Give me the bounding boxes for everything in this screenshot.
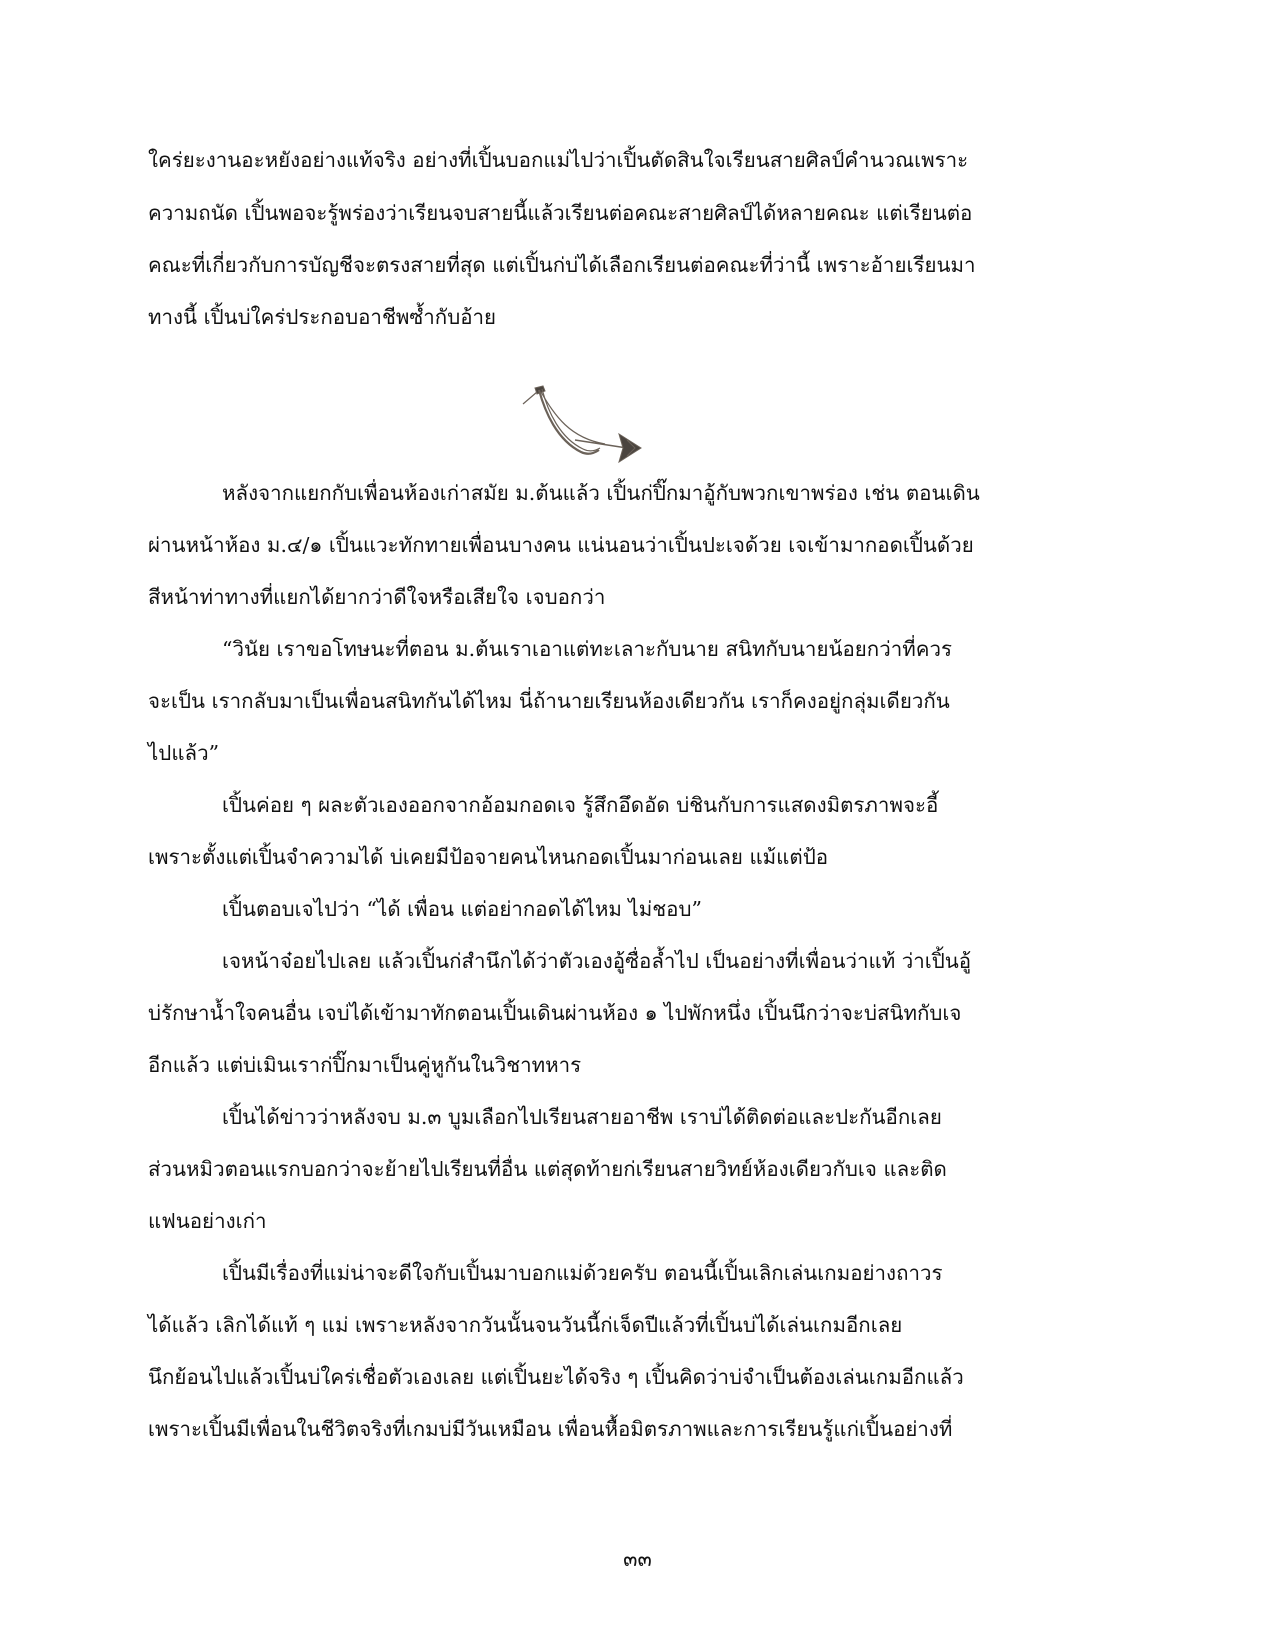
paragraph-8-line-2: ได้แล้ว เลิกได้แท้ ๆ แม่ เพราะหลังจากวันนั้นจนวันนี้ก่เจ็ดปีแล้วที่เปิ้นบ่ได้เล่นเกมอีกเลย xyxy=(148,1313,903,1337)
paragraph-3-line-3: ไปแล้ว” xyxy=(148,741,220,765)
bow-and-arrow-drawing xyxy=(523,386,641,462)
paragraph-2-line-1: หลังจากแยกกับเพื่อนห้องเก่าสมัย ม.ต้นแล้ว เปิ้นก่ปิ๊กมาอู้กับพวกเขาพร่อง เช่น ตอนเดิน xyxy=(222,481,980,505)
paragraph-4-line-2: เพราะตั้งแต่เปิ้นจำความได้ บ่เคยมีป้อจายคนไหนกอดเปิ้นมาก่อนเลย แม้แต่ป้อ xyxy=(148,845,829,869)
paragraph-1-line-4: ทางนี้ เปิ้นบ่ใคร่ประกอบอาชีพซ้ำกับอ้าย xyxy=(148,305,497,329)
paragraph-3-line-2: จะเป็น เรากลับมาเป็นเพื่อนสนิทกันได้ไหม นี่ถ้านายเรียนห้องเดียวกัน เราก็คงอยู่กลุ่มเดียวกัน xyxy=(148,689,950,713)
paragraph-1-line-2: ความถนัด เปิ้นพอจะรู้พร่องว่าเรียนจบสายนี้แล้วเรียนต่อคณะสายศิลป์ได้หลายคณะ แต่เรียนต่อ xyxy=(148,201,973,225)
bow-and-arrow-icon xyxy=(515,382,645,474)
paragraph-5-line-1: เปิ้นตอบเจไปว่า “ได้ เพื่อน แต่อย่ากอดได้ไหม ไม่ชอบ” xyxy=(222,897,702,921)
paragraph-6-line-1: เจหน้าจ๋อยไปเลย แล้วเปิ้นก่สำนึกได้ว่าตัวเองอู้ซื่อล้ำไป เป็นอย่างที่เพื่อนว่าแท้ ว่าเปิ้นอู้ xyxy=(222,949,972,973)
paragraph-3-line-1: “วินัย เราขอโทษนะที่ตอน ม.ต้นเราเอาแต่ทะเลาะกับนาย สนิทกับนายน้อยกว่าที่ควร xyxy=(222,637,952,661)
paragraph-7-line-2: ส่วนหมิวตอนแรกบอกว่าจะย้ายไปเรียนที่อื่น แต่สุดท้ายก่เรียนสายวิทย์ห้องเดียวกับเจ และติด xyxy=(148,1157,947,1181)
paragraph-6-line-3: อีกแล้ว แต่บ่เมินเราก่ปิ๊กมาเป็นคู่หูกันในวิชาทหาร xyxy=(148,1053,582,1077)
paragraph-2-line-3: สีหน้าท่าทางที่แยกได้ยากว่าดีใจหรือเสียใจ เจบอกว่า xyxy=(148,585,606,609)
page-number: ๓๓ xyxy=(623,1547,652,1571)
paragraph-7-line-3: แฟนอย่างเก่า xyxy=(148,1209,267,1233)
paragraph-1-line-1: ใคร่ยะงานอะหยังอย่างแท้จริง อย่างที่เปิ้นบอกแม่ไปว่าเปิ้นตัดสินใจเรียนสายศิลป์คำนวณเพราะ xyxy=(148,148,969,172)
paragraph-8-line-3: นึกย้อนไปแล้วเปิ้นบ่ใคร่เชื่อตัวเองเลย แต่เปิ้นยะได้จริง ๆ เปิ้นคิดว่าบ่จำเป็นต้องเล่นเกมอีกแล้ว xyxy=(148,1365,964,1389)
paragraph-8-line-1: เปิ้นมีเรื่องที่แม่น่าจะดีใจกับเปิ้นมาบอกแม่ด้วยครับ ตอนนี้เปิ้นเลิกเล่นเกมอย่างถาวร xyxy=(222,1261,943,1285)
paragraph-2-line-2: ผ่านหน้าห้อง ม.๔/๑ เปิ้นแวะทักทายเพื่อนบางคน แน่นอนว่าเปิ้นปะเจด้วย เจเข้ามากอดเปิ้นด้วย xyxy=(148,533,974,557)
paragraph-8-line-4: เพราะเปิ้นมีเพื่อนในชีวิตจริงที่เกมบ่มีวันเหมือน เพื่อนหื้อมิตรภาพและการเรียนรู้แก่เปิ้นอย่างที่ xyxy=(148,1417,953,1441)
paragraph-6-line-2: บ่รักษาน้ำใจคนอื่น เจบ่ได้เข้ามาทักตอนเปิ้นเดินผ่านห้อง ๑ ไปพักหนึ่ง เปิ้นนึกว่าจะบ่สนิทกับเจ xyxy=(148,1001,962,1025)
paragraph-7-line-1: เปิ้นได้ข่าวว่าหลังจบ ม.๓ บูมเลือกไปเรียนสายอาชีพ เราบ่ได้ติดต่อและปะกันอีกเลย xyxy=(222,1105,942,1129)
paragraph-4-line-1: เปิ้นค่อย ๆ ผละตัวเองออกจากอ้อมกอดเจ รู้สึกอึดอัด บ่ชินกับการแสดงมิตรภาพจะอี้ xyxy=(222,793,939,817)
paragraph-1-line-3: คณะที่เกี่ยวกับการบัญชีจะตรงสายที่สุด แต่เปิ้นก่บ่ได้เลือกเรียนต่อคณะที่ว่านี้ เพราะอ้ายเรียนมา xyxy=(148,253,976,277)
